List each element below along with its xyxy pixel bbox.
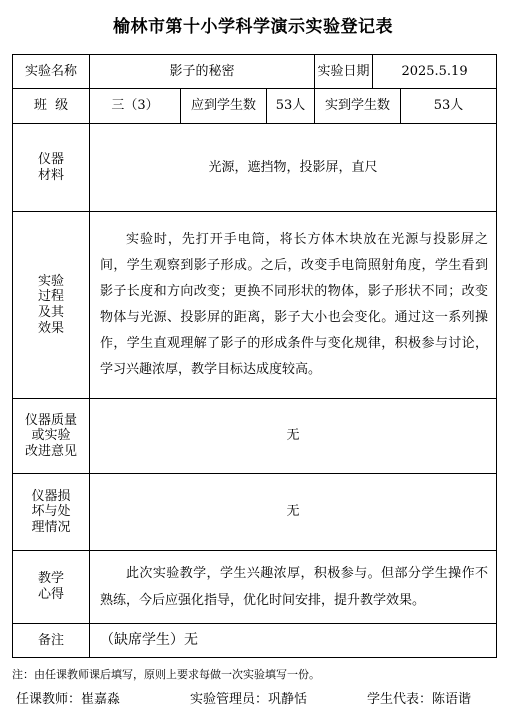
footnote: 注：由任课教师课后填写，原则上要求每做一次实验填写一份。 [12,668,320,681]
signature-student: 学生代表：陈语谐 [367,692,472,707]
process-label-line-4: 效果 [37,320,64,336]
damage-label-line-3: 理情况 [31,519,71,535]
actual-students-value: 53人 [401,89,497,124]
row-process [13,212,497,399]
reflection-label-line-2: 心得 [37,587,64,602]
row-materials [13,124,497,212]
row-quality [13,399,497,474]
quality-label [13,399,90,474]
process-label [13,212,90,399]
process-label-line-3: 及其 [37,305,64,320]
process-label-line-1: 实验 [37,273,64,289]
experiment-name-value: 影子的秘密 [90,55,315,89]
remarks-label: 备注 [13,624,90,658]
materials-label-line-2: 材料 [37,167,64,183]
reflection-value-cell [90,551,497,624]
process-text: 实验时，先打开手电筒，将长方体木块放在光源与投影屏之间，学生观察到影子形成。之后，改变手电筒照射角度，学生看到影子长度和方向改变；更换不同形状的物体，影子形状不同；改变物体与光源、投影屏的距离，影子大小也会变化。通过这一系列操作，学生直观理解了影子的形成条件与变化规律，积极参与讨论，学习兴趣浓厚，教学目标达成度较高。 [100,232,489,377]
materials-label [13,124,90,212]
experiment-name-label: 实验名称 [13,55,90,89]
form-title: 榆林市第十小学科学演示实验登记表 [113,17,393,37]
row-damage [13,474,497,551]
quality-label-line-2: 或实验 [31,428,71,444]
damage-label-line-1: 仪器损 [31,488,71,504]
process-value-cell [90,212,497,399]
signature-teacher: 任课教师：崔嘉淼 [16,692,121,707]
materials-label-line-1: 仪器 [37,151,64,167]
experiment-date-value: 2025.5.19 [373,55,497,89]
reflection-label-line-1: 教学 [37,571,64,587]
quality-label-line-3: 改进意见 [24,443,77,459]
class-value: 三（3） [90,89,181,124]
signature-manager: 实验管理员：巩静恬 [190,692,308,707]
actual-students-label: 实到学生数 [315,89,401,124]
expected-students-label: 应到学生数 [181,89,267,124]
quality-value: 无 [90,399,497,474]
row-class [13,89,497,124]
row-reflection [13,551,497,624]
damage-label [13,474,90,551]
materials-value: 光源，遮挡物，投影屏，直尺 [90,124,497,212]
experiment-date-label: 实验日期 [315,55,373,89]
experiment-record-table [12,54,497,658]
damage-value: 无 [90,474,497,551]
row-experiment-name [13,55,497,89]
reflection-text: 此次实验教学，学生兴趣浓厚，积极参与。但部分学生操作不熟练，今后应强化指导，优化时间安排，提升教学效果。 [100,566,489,608]
quality-label-line-1: 仪器质量 [24,412,77,428]
expected-students-value: 53人 [267,89,315,124]
remarks-value: （缺席学生）无 [90,624,497,658]
damage-label-line-2: 坏与处 [31,504,71,520]
reflection-label [13,551,90,624]
row-remarks [13,624,497,658]
class-label: 班 级 [13,89,90,124]
process-label-line-2: 过程 [37,289,64,305]
